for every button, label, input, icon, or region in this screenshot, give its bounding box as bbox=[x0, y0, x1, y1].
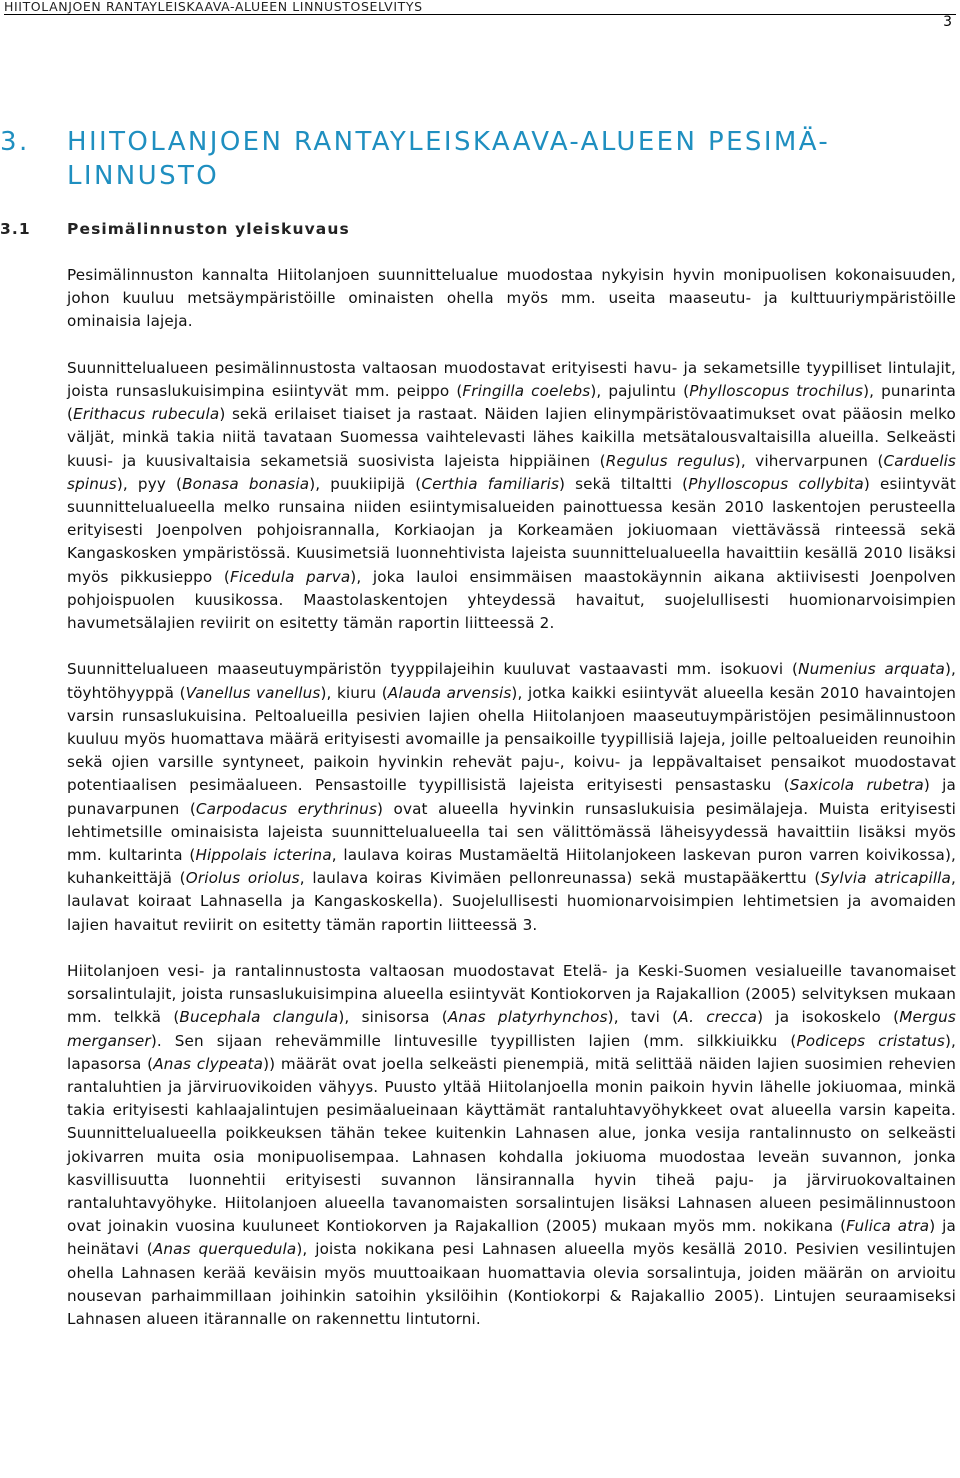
paragraph-text: ) ja isokoskelo ( bbox=[757, 1008, 900, 1027]
paragraph bbox=[67, 960, 956, 1331]
paragraph-text: ), pyy ( bbox=[116, 474, 183, 493]
species-name: Fulica atra bbox=[846, 1217, 930, 1236]
paragraph-text: ), sinisorsa ( bbox=[338, 1008, 448, 1027]
paragraph-text: ), kiuru ( bbox=[320, 683, 388, 702]
paragraph-text: ), tavi ( bbox=[607, 1008, 679, 1027]
species-name: Sylvia atricapilla bbox=[820, 869, 952, 888]
species-name: Carduelis spinus bbox=[67, 451, 956, 493]
paragraph-text: , laulavat koiraat Lahnasella ja Kangaskoskella). Suojelullisesti huomionarvoisimpien lehtimetsien ja avomaiden lajien havaitut reviirit on esitetty tämän raportin liitteessä 3. bbox=[67, 869, 956, 934]
species-name: Bucephala clangula bbox=[179, 1008, 339, 1027]
chapter-title-line-1 bbox=[0, 125, 930, 159]
page-number: 3 bbox=[943, 14, 952, 30]
paragraph-text: )) määrät ovat joella selkeästi pienempiä, mitä selittää näiden lajien suosimien rehevien rantaluhtien ja järviruovikoiden vähyys. Puusto yltää Hiitolanjoella monin paikoin hyvin lähelle jokiuomaa, minkä takia erityisesti kahlaajalintujen pesimäalueinaan käyttämät rantaluhtavyöhykkeet ovat alueella varsin kapeita. Suunnittelualueella poikkeuksen tähän tekee kuitenkin Lahnasen alue, jonka vesija rantalinnusto on selkeästi jokivarren muita osia monipuolisempaa. Lahnasen kohdalla jokiuoma muodostaa leveän suvannon, jonka kasvillisuutta luonnehtii erityisesti suvannon länsirannalla hyvin tiheä paju- ja järviruokovaltainen rantaluhtavyöhyke. Hiitolanjoen alueella tavanomaisten sorsalintujen lisäksi Lahnasen alueen pesimälinnustoon ovat joinakin vuosina kuuluneet Kontiokorven ja Rajakallion (2005) mukaan myös mm. nokikana ( bbox=[67, 1054, 957, 1236]
species-name: Erithacus rubecula bbox=[73, 405, 220, 424]
paragraph-text: Hiitolanjoen vesi- ja rantalinnustosta valtaosan muodostavat Etelä- ja Keski-Suomen vesialueille tavanomaiset sorsalintulajit, joista runsaslukuisimpina alueella esiintyvät Kontiokorven ja Rajakallion (2005) selvityksen mukaan mm. telkkä ( bbox=[67, 962, 956, 1027]
species-name: Saxicola rubetra bbox=[789, 776, 924, 795]
paragraph bbox=[67, 357, 956, 635]
paragraph bbox=[67, 264, 956, 334]
species-name: Podiceps cristatus bbox=[796, 1031, 945, 1050]
species-name: A. crecca bbox=[678, 1008, 758, 1027]
species-name: Anas platyrhynchos bbox=[447, 1008, 608, 1027]
species-name: Anas querquedula bbox=[152, 1240, 297, 1259]
paragraph-text: ), jotka kaikki esiintyvät alueella kesän 2010 havaintojen varsin runsaslukuisina. Peltoalueilla pesivien lajien ohella Hiitolanjoen maaseutuympäristöjen pesimälinnustoon kuuluu myös huomattava määrä erityisesti avomaille ja pensaikoille tyypillisiä lajeja, joille peltoalueiden reunoihin sekä ojien varsille syntyneet, paikoin hyvinkin rehevät paju-, koivu- ja leppävaltaiset pensaikot muodostavat potentiaalisen pesimäalueen. Pensastoille tyypillisistä lajeista erityisesti pensastasku ( bbox=[67, 683, 957, 795]
species-name: Carpodacus erythrinus bbox=[195, 799, 378, 818]
paragraph-text: ), lapasorsa ( bbox=[67, 1031, 956, 1073]
paragraph bbox=[67, 658, 956, 936]
species-name: Phylloscopus trochilus bbox=[689, 382, 864, 400]
paragraph-text: ), vihervarpunen ( bbox=[734, 451, 884, 470]
species-name: Certhia familiaris bbox=[421, 474, 560, 493]
section-title-text: Pesimälinnuston yleiskuvaus bbox=[67, 220, 350, 238]
paragraph-text: ) ja punavarpunen ( bbox=[67, 776, 956, 818]
species-name: Bonasa bonasia bbox=[182, 474, 310, 493]
paragraph-text: , laulava koiras Kivimäen pellonreunassa) sekä mustapääkerttu ( bbox=[299, 869, 821, 888]
paragraph-text: ), töyhtöhyyppä ( bbox=[67, 660, 956, 702]
body-text bbox=[67, 264, 956, 1331]
paragraph-text: ) esiintyvät suunnittelualueella melko runsaina niiden esiintymisalueiden painottuessa kesän 2010 laskentojen perusteella erityisesti Joenpolven pohjoisrannalla, Korkiaojan ja Korkeamäen jokiuomaan viettävässä rinteessä sekä Kangaskosken ympäristössä. Kuusimetsiä luonnehtivista lajeista suunnittelualueella havaittiin kesällä 2010 lisäksi myös pikkusieppo ( bbox=[67, 474, 956, 586]
species-name: Vanellus vanellus bbox=[185, 683, 321, 702]
paragraph-text: ) sekä erilaiset tiaiset ja rastaat. Näiden lajien elinympäristövaatimukset ovat pääosin melko väljät, minkä takia niitä tavataan Suomessa vaihtelevasti lähes kaikilla metsätalousvaltaisilla alueilla. Selkeästi kuusi- ja kuusivaltaisia sekametsiä suosivista lajeista hippiäinen ( bbox=[67, 405, 956, 470]
species-name: Hippolais icterina bbox=[195, 846, 332, 865]
chapter-title-text-1: HIITOLANJOEN RANTAYLEISKAAVA-ALUEEN PESIMÄ- bbox=[67, 127, 831, 157]
running-header bbox=[4, 0, 956, 15]
running-header-title: HIITOLANJOEN RANTAYLEISKAAVA-ALUEEN LINNUSTOSELVITYS bbox=[4, 0, 423, 14]
section-title bbox=[0, 218, 350, 240]
chapter-title-line-2: LINNUSTO bbox=[67, 161, 220, 191]
chapter-title bbox=[0, 125, 930, 193]
paragraph-text: , laulava koiras Mustamäeltä Hiitolanjokeen laskevan puron varren koivikossa), kuhankeittäjä ( bbox=[67, 846, 957, 888]
paragraph-text: ), pajulintu ( bbox=[590, 382, 690, 400]
species-name: Numenius arquata bbox=[798, 660, 945, 679]
paragraph-text: ), joista nokikana pesi Lahnasen alueella myös kesällä 2010. Pesivien vesilintujen ohella Lahnasen kerää keväisin myös muuttoaikaan huomattavia olevia sorsalintuja, joiden määrän on arvioitu nousevan parhaimmillaan joihinkin satoihin yksilöihin (Kontiokorpi & Rajakallio 2005). Lintujen seuraamiseksi Lahnasen alueen itärannalle on rakennettu lintutorni. bbox=[67, 1240, 956, 1329]
section-number: 3.1 bbox=[0, 220, 31, 238]
paragraph-text: ) ja heinätavi ( bbox=[67, 1217, 956, 1259]
species-name: Regulus regulus bbox=[605, 451, 735, 470]
paragraph-text: ), puukiipijä ( bbox=[309, 474, 422, 493]
paragraph-text: Suunnittelualueen pesimälinnustosta valtaosan muodostavat erityisesti havu- ja sekametsille tyypilliset lintulajit, joista runsaslukuisimpina esiintyvät mm. peippo ( bbox=[67, 358, 956, 400]
species-name: Phylloscopus collybita bbox=[688, 474, 864, 493]
chapter-number: 3. bbox=[0, 127, 30, 157]
paragraph-text: ). Sen sijaan rehevämmille lintuvesille tyypillisten lajien (mm. silkkiuikku ( bbox=[150, 1031, 797, 1050]
paragraph-text: Pesimälinnuston kannalta Hiitolanjoen suunnittelualue muodostaa nykyisin hyvin monipuolisen kokonaisuuden, johon kuuluu metsäympäristöille ominaisten ohella myös mm. useita maaseutu- ja kulttuuriympäristöille ominaisia lajeja. bbox=[67, 266, 956, 331]
paragraph-text: ), joka lauloi ensimmäisen maastokäynnin aikana aktiivisesti Joenpolven pohjoispuolen kuusikossa. Maastolaskentojen yhteydessä havaitut, suojelullisesti huomionarvoisimpien havumetsälajien reviirit on esitetty tämän raportin liitteessä 2. bbox=[67, 567, 956, 633]
paragraph-text: Suunnittelualueen maaseutuympäristön tyyppilajeihin kuuluvat vastaavasti mm. isokuovi ( bbox=[67, 660, 799, 679]
paragraph-text: ) ovat alueella hyvinkin runsaslukuisia pesimälajeja. Muista erityisesti lehtimetsille ominaisista lajeista suunnittelualueella tai sen välittömässä läheisyydessä havaittiin lisäksi myös mm. kultarinta ( bbox=[67, 799, 956, 865]
species-name: Mergus merganser bbox=[67, 1008, 956, 1050]
species-name: Fringilla coelebs bbox=[462, 382, 591, 400]
paragraph-text: ) sekä tiltaltti ( bbox=[559, 474, 689, 493]
species-name: Oriolus oriolus bbox=[185, 869, 300, 888]
species-name: Ficedula parva bbox=[229, 567, 351, 586]
paragraph-text: ), punarinta ( bbox=[67, 382, 956, 424]
species-name: Anas clypeata bbox=[153, 1054, 264, 1073]
species-name: Alauda arvensis bbox=[387, 683, 512, 702]
